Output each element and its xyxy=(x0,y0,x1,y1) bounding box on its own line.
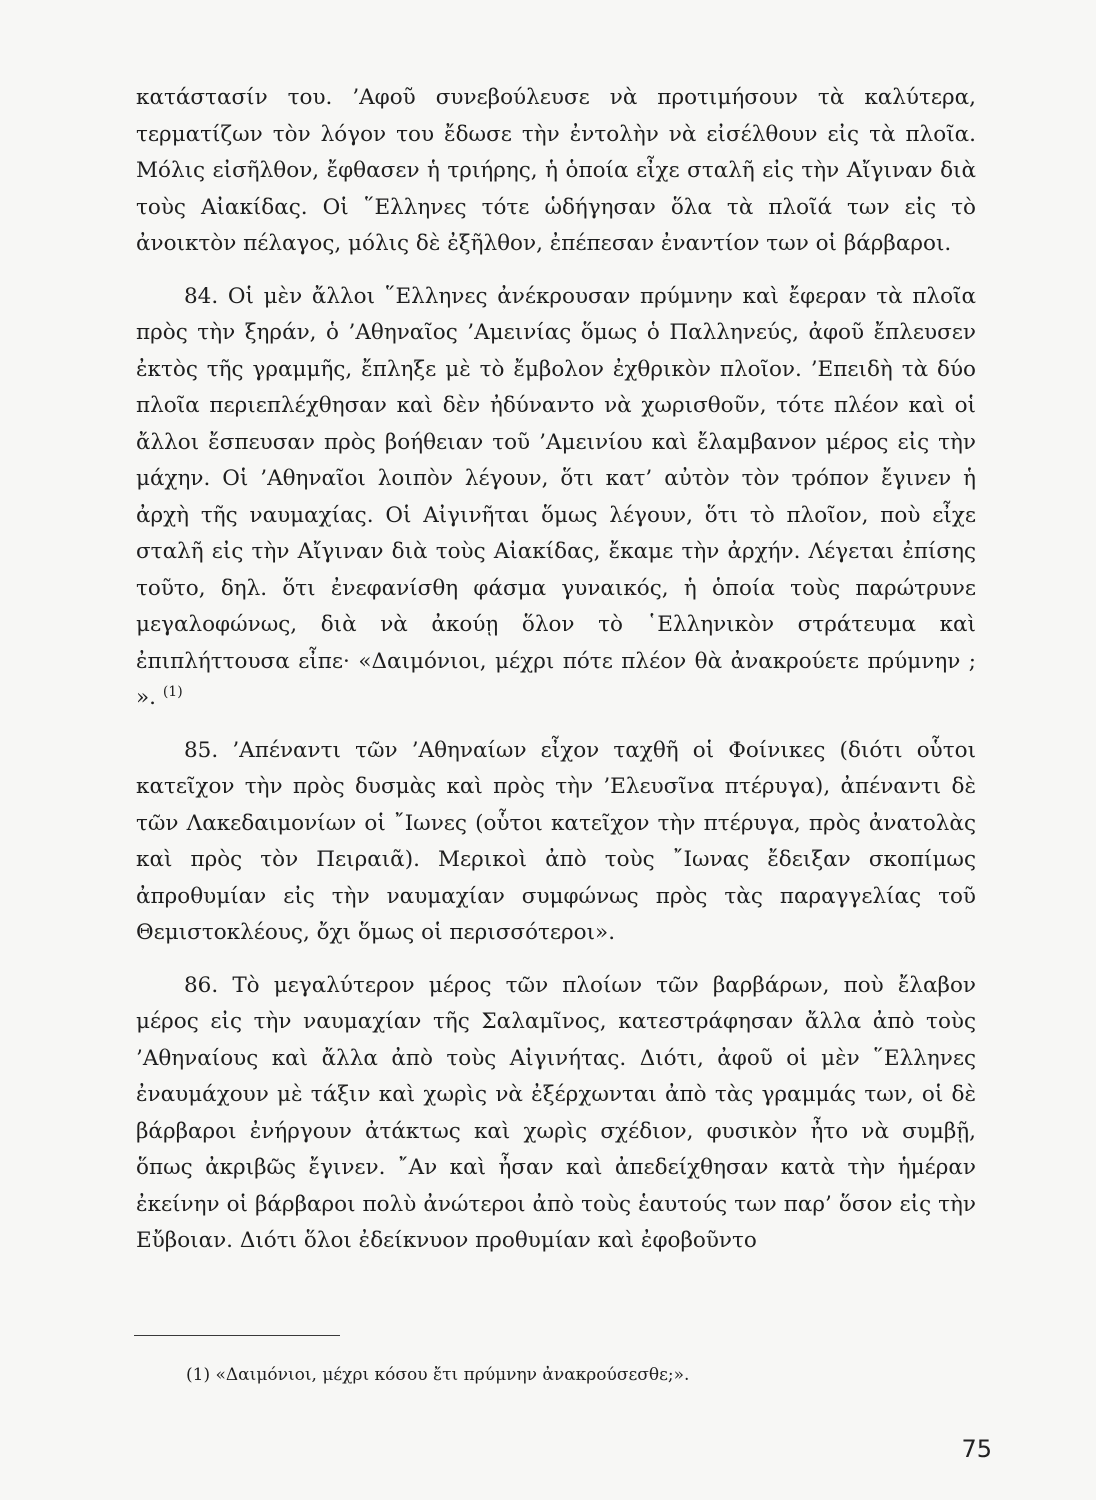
paragraph-intro-text: κατάστασίν του. ’Αφοῦ συνεβούλευσε νὰ προτιμήσουν τὰ καλύτερα, τερματίζων τὸν λόγον του ἔδωσε τὴν ἐντολὴν νὰ εἰσέλθουν εἰς τὰ πλοῖα. Μόλις εἰσῆλθον, ἔφθασεν ἡ τριήρης, ἡ ὁποία εἶχε σταλῆ εἰς τὴν Αἴγιναν διὰ τοὺς Αἰακίδας. Οἱ ῞Ελληνες τότε ὡδήγησαν ὅλα τὰ πλοῖά των εἰς τὸ ἀνοικτὸν πέλαγος, μόλις δὲ ἐξῆλθον, ἐπέπεσαν ἐναντίον των οἱ βάρβαροι. xyxy=(136,85,976,256)
body-text xyxy=(136,80,976,1260)
paragraph-section-85-text: 85. ’Απέναντι τῶν ’Αθηναίων εἶχον ταχθῆ οἱ Φοίνικες (διότι οὗτοι κατεῖχον τὴν πρὸς δυσμὰς καὶ πρὸς τὴν ’Ελευσῖνα πτέρυγα), ἀπέναντι δὲ τῶν Λακεδαιμονίων οἱ ῎Ιωνες (οὗτοι κατεῖχον τὴν πτέρυγα, πρὸς ἀνατολὰς καὶ πρὸς τὸν Πειραιᾶ). Μερικοὶ ἀπὸ τοὺς ῎Ιωνας ἔδειξαν σκοπίμως ἀπροθυμίαν εἰς τὴν ναυμαχίαν συμφώνως πρὸς τὰς παραγγελίας τοῦ Θεμιστοκλέους, ὄχι ὅμως οἱ περισσότεροι». xyxy=(136,737,976,945)
paragraph-section-84 xyxy=(136,279,976,717)
paragraph-section-86-text: 86. Τὸ μεγαλύτερον μέρος τῶν πλοίων τῶν βαρβάρων, ποὺ ἔλαβον μέρος εἰς τὴν ναυμαχίαν τῆς Σαλαμῖνος, κατεστράφησαν ἄλλα ἀπὸ τοὺς ’Αθηναίους καὶ ἄλλα ἀπὸ τοὺς Αἰγινήτας. Διότι, ἀφοῦ οἱ μὲν ῞Ελληνες ἐναυμάχουν μὲ τάξιν καὶ χωρὶς νὰ ἐξέρχωνται ἀπὸ τὰς γραμμάς των, οἱ δὲ βάρβαροι ἐνήργουν ἀτάκτως καὶ χωρὶς σχέδιον, φυσικὸν ἦτο νὰ συμβῇ, ὅπως ἀκριβῶς ἔγινεν. ῎Αν καὶ ἦσαν καὶ ἀπεδείχθησαν κατὰ τὴν ἡμέραν ἐκείνην οἱ βάρβαροι πολὺ ἀνώτεροι ἀπὸ τοὺς ἑαυτούς των παρ’ ὅσον εἰς τὴν Εὔβοιαν. Διότι ὅλοι ἐδείκνυον προθυμίαν καὶ ἐφοβοῦντο xyxy=(136,972,976,1253)
footnote-marker: (1) xyxy=(186,1365,211,1385)
paragraph-intro xyxy=(136,80,976,263)
footnote-text: «Δαιμόνιοι, μέχρι κόσου ἔτι πρύμνην ἀνακρούσεσθε;». xyxy=(215,1365,690,1385)
paragraph-section-86 xyxy=(136,968,976,1260)
page-number: 75 xyxy=(961,1435,992,1463)
footnote-divider xyxy=(134,1335,340,1336)
paragraph-section-84-text: 84. Οἱ μὲν ἄλλοι ῞Ελληνες ἀνέκρουσαν πρύμνην καὶ ἔφεραν τὰ πλοῖα πρὸς τὴν ξηράν, ὁ ’Αθηναῖος ’Αμεινίας ὅμως ὁ Παλληνεύς, ἀφοῦ ἔπλευσεν ἐκτὸς τῆς γραμμῆς, ἔπληξε μὲ τὸ ἔμβολον ἐχθρικὸν πλοῖον. ’Επειδὴ τὰ δύο πλοῖα περιεπλέχθησαν καὶ δὲν ἠδύναντο νὰ χωρισθοῦν, τότε πλέον καὶ οἱ ἄλλοι ἔσπευσαν πρὸς βοήθειαν τοῦ ’Αμεινίου καὶ ἔλαμβανον μέρος εἰς τὴν μάχην. Οἱ ’Αθηναῖοι λοιπὸν λέγουν, ὅτι κατ’ αὐτὸν τὸν τρόπον ἔγινεν ἡ ἀρχὴ τῆς ναυμαχίας. Οἱ Αἰγινῆται ὅμως λέγουν, ὅτι τὸ πλοῖον, ποὺ εἶχε σταλῆ εἰς τὴν Αἴγιναν διὰ τοὺς Αἰακίδας, ἔκαμε τὴν ἀρχήν. Λέγεται ἐπίσης τοῦτο, δηλ. ὅτι ἐνεφανίσθη φάσμα γυναικός, ἡ ὁποία τοὺς παρώτρυνε μεγαλοφώνως, διὰ νὰ ἀκούῃ ὅλον τὸ ῾Ελληνικὸν στράτευμα καὶ ἐπιπλήττουσα εἶπε· «Δαιμόνιοι, μέχρι πότε πλέον θὰ ἀνακρούετε πρύμνην ; ». xyxy=(136,283,976,710)
footnote-reference[interactable]: (1) xyxy=(162,683,183,700)
paragraph-section-85 xyxy=(136,733,976,952)
footnote xyxy=(186,1364,689,1386)
